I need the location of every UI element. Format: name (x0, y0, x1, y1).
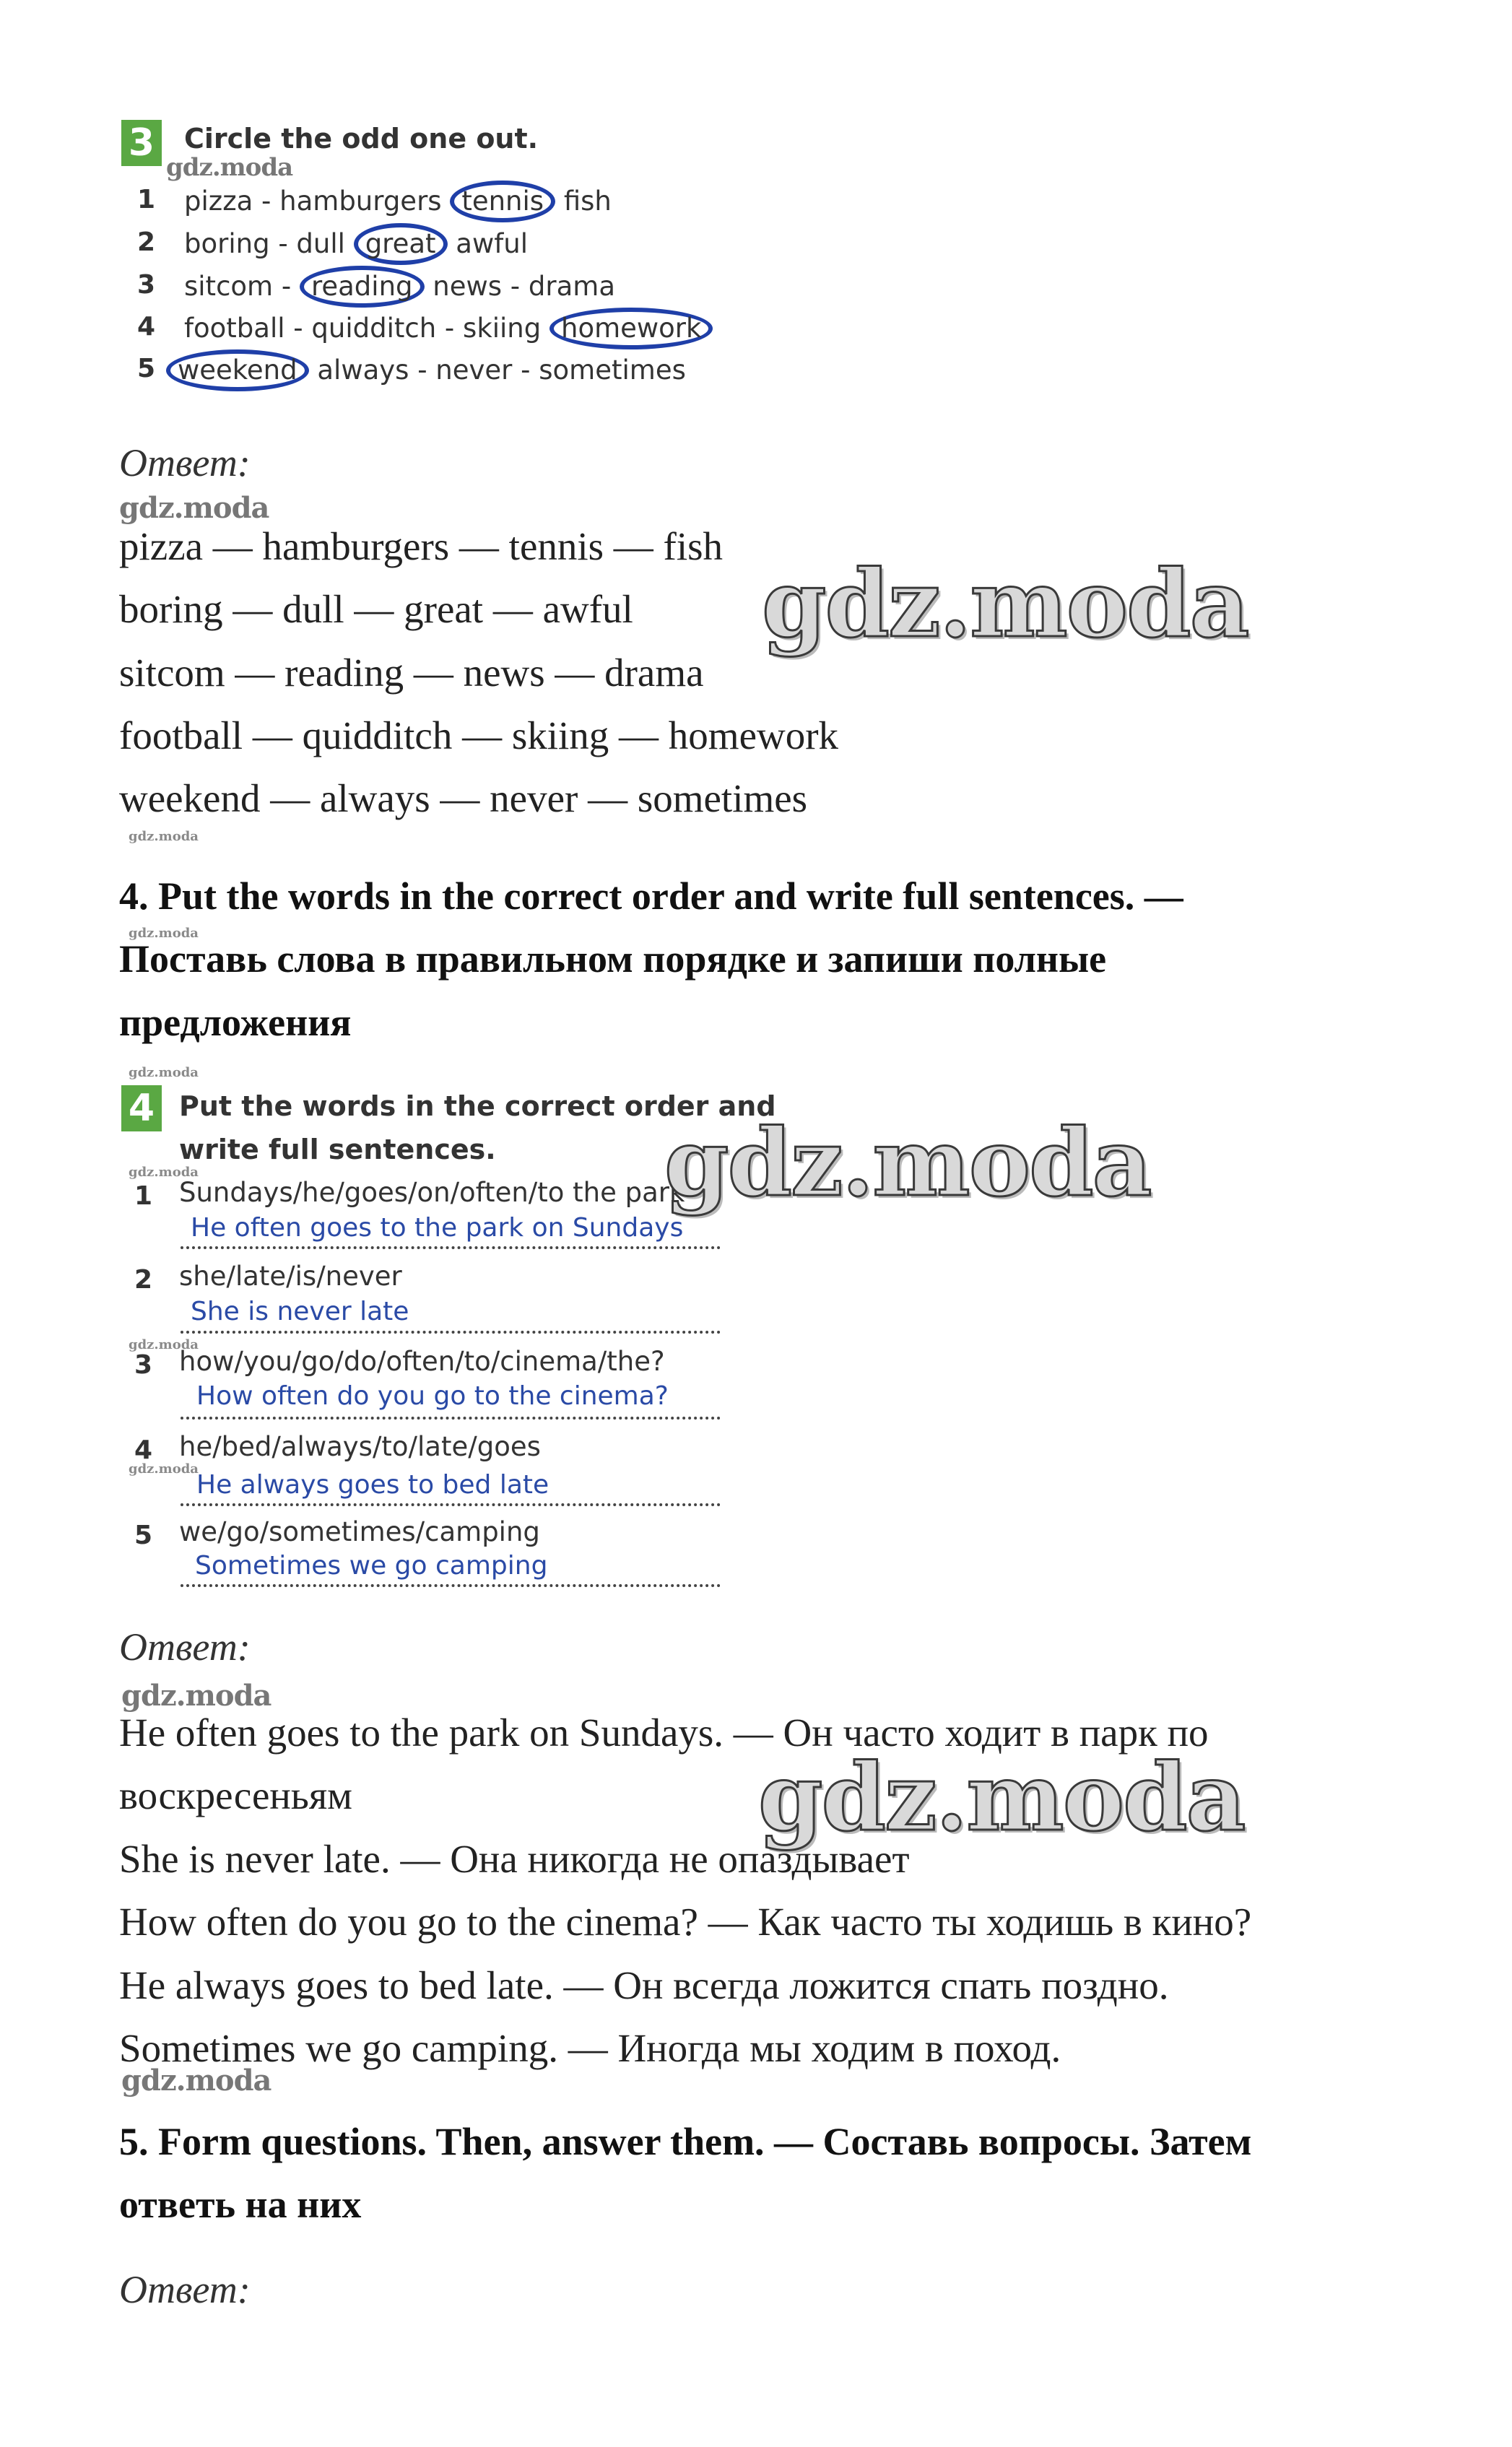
exercise4-handwritten-answer: Sometimes we go camping (195, 1551, 548, 1581)
exercise4-item-number: 4 (134, 1435, 153, 1465)
watermark: gdz.moda (121, 2064, 271, 2098)
answer-line: sitcom — reading — news — drama (119, 651, 704, 695)
circled-word: weekend (166, 349, 309, 391)
task4-heading: предложения (119, 1001, 352, 1044)
watermark: gdz.moda (119, 491, 269, 525)
exercise4-prompt: he/bed/always/to/late/goes (179, 1431, 541, 1462)
exercise3-item (184, 181, 612, 222)
exercise3-item-number: 3 (137, 270, 156, 300)
exercise4-handwritten-answer: He always goes to bed late (196, 1470, 549, 1500)
item-text: sitcom - (184, 271, 300, 302)
watermark: gdz.moda (129, 1337, 199, 1352)
exercise4-title: Put the words in the correct order and (179, 1090, 776, 1122)
answer-label: Ответ: (119, 2268, 251, 2311)
task5-heading: ответь на них (119, 2183, 362, 2226)
answer-label: Ответ: (119, 1625, 251, 1669)
exercise4-prompt: Sundays/he/goes/on/often/to the park (179, 1177, 685, 1208)
item-text: awful (447, 228, 528, 259)
answer-line: pizza — hamburgers — tennis — fish (119, 524, 724, 568)
answer-line: He always goes to bed late. — Он всегда ложится спать поздно. (119, 1963, 1169, 2007)
dotted-line (181, 1246, 721, 1249)
answer-line: boring — dull — great — awful (119, 587, 633, 631)
watermark-large: gdz.moda (762, 550, 1248, 659)
watermark: gdz.moda (166, 153, 293, 182)
watermark: gdz.moda (129, 1165, 199, 1180)
answer-line: Sometimes we go camping. — Иногда мы ходим в поход. (119, 2026, 1061, 2070)
answer-line: weekend — always — never — sometimes (119, 776, 808, 820)
exercise4-handwritten-answer: How often do you go to the cinema? (196, 1381, 669, 1411)
task4-heading: Поставь слова в правильном порядке и запиши полные (119, 937, 1107, 981)
exercise3-item-number: 1 (137, 185, 156, 214)
circled-word: tennis (450, 181, 555, 222)
exercise4-handwritten-answer: He often goes to the park on Sundays (191, 1213, 684, 1243)
answer-label: Ответ: (119, 441, 251, 484)
exercise4-title: write full sentences. (179, 1134, 496, 1165)
item-text: boring - dull (184, 228, 354, 259)
item-text: news - drama (424, 271, 615, 302)
exercise4-item-number: 2 (134, 1265, 153, 1295)
exercise4-handwritten-answer: She is never late (191, 1297, 409, 1326)
exercise3-item (184, 266, 615, 308)
exercise3-number-box: 3 (121, 120, 162, 166)
item-text: fish (555, 186, 612, 217)
exercise4-prompt: she/late/is/never (179, 1261, 402, 1292)
exercise3-item-number: 4 (137, 312, 156, 342)
watermark: gdz.moda (129, 829, 199, 844)
watermark-large: gdz.moda (758, 1744, 1245, 1852)
answer-line: football — quidditch — skiing — homework (119, 713, 839, 757)
watermark-large: gdz.moda (664, 1109, 1151, 1217)
answer-line: She is never late. — Она никогда не опаздывает (119, 1837, 910, 1881)
exercise3-item-number: 5 (137, 354, 156, 383)
exercise4-item-number: 1 (134, 1181, 153, 1211)
watermark: gdz.moda (121, 1679, 271, 1713)
task4-heading: 4. Put the words in the correct order and write full sentences. — (119, 874, 1183, 918)
item-text: pizza - hamburgers (184, 186, 451, 217)
exercise3-item (184, 223, 528, 265)
dotted-line (181, 1417, 721, 1420)
dotted-line (181, 1584, 721, 1587)
circled-word: great (354, 223, 448, 265)
exercise4-prompt: how/you/go/do/often/to/cinema/the? (179, 1346, 665, 1377)
circled-word: reading (300, 266, 425, 308)
item-text: always - never - sometimes (308, 355, 686, 386)
exercise4-number-box: 4 (121, 1085, 162, 1131)
exercise3-item (166, 349, 686, 391)
exercise4-item-number: 3 (134, 1350, 153, 1380)
exercise3-item (184, 308, 713, 349)
exercise3-title: Circle the odd one out. (184, 123, 539, 155)
watermark: gdz.moda (129, 1065, 199, 1080)
circled-word: homework (549, 308, 713, 349)
exercise4-prompt: we/go/sometimes/camping (179, 1516, 540, 1547)
task5-heading: 5. Form questions. Then, answer them. — Составь вопросы. Затем (119, 2120, 1252, 2163)
answer-line: He often goes to the park on Sundays. — Он часто ходит в парк по (119, 1711, 1209, 1755)
watermark: gdz.moda (129, 1461, 199, 1477)
dotted-line (181, 1331, 721, 1334)
item-text: football - quidditch - skiing (184, 313, 550, 344)
answer-line: воскресеньям (119, 1773, 352, 1817)
watermark: gdz.moda (129, 926, 199, 941)
exercise4-item-number: 5 (134, 1521, 153, 1550)
dotted-line (181, 1503, 721, 1506)
exercise3-item-number: 2 (137, 227, 156, 257)
answer-line: How often do you go to the cinema? — Как часто ты ходишь в кино? (119, 1900, 1252, 1944)
